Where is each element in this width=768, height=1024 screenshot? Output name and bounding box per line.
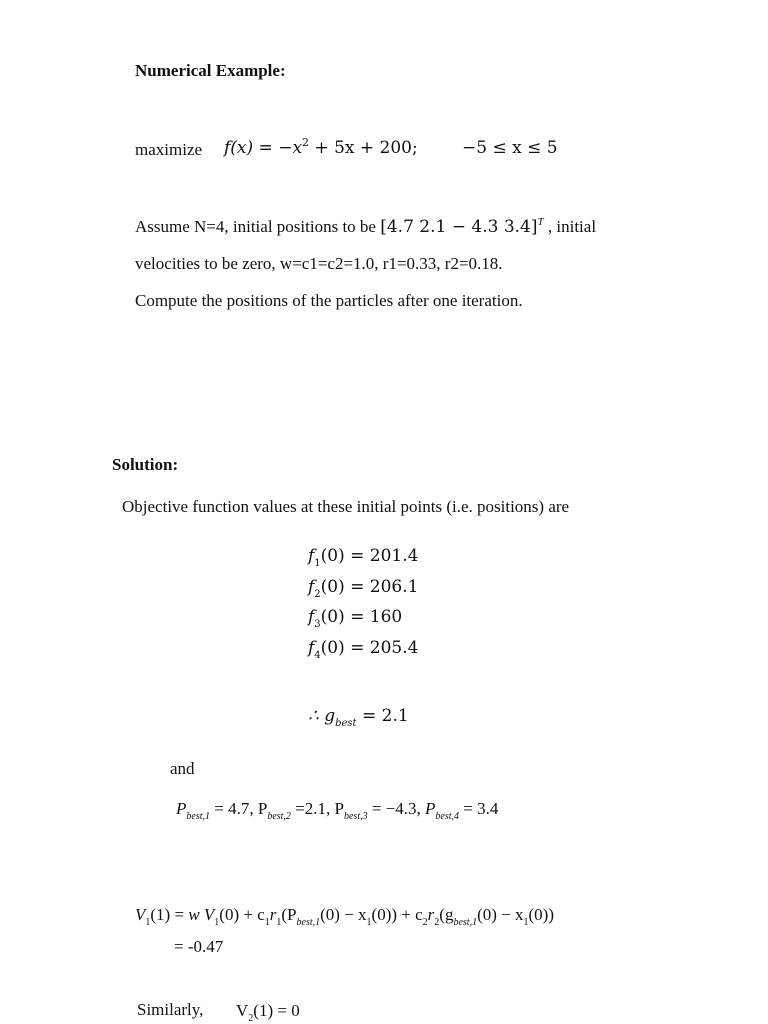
eq-text: (g	[439, 905, 454, 924]
v-subscript: 1	[214, 917, 220, 928]
r-subscript: 1	[276, 917, 282, 928]
r-symbol: r	[269, 905, 277, 924]
eq-text: (0)) + c	[371, 905, 423, 924]
f-subscript: 3	[314, 619, 321, 630]
pbest-symbol: P	[425, 799, 436, 818]
f-symbol: f	[308, 546, 315, 566]
assume-text-end: , initial	[543, 217, 597, 236]
gbest-value: = 2.1	[356, 706, 409, 726]
pbest-value: = 4.7,	[210, 799, 258, 818]
initial-position-vector: [4.7 2.1 − 4.3 3.4]	[380, 217, 538, 237]
f-subscript: 4	[314, 650, 321, 661]
p-subscript: best,1	[296, 917, 321, 928]
page-heading: Numerical Example:	[135, 61, 286, 80]
pbest-symbol: P	[257, 799, 268, 818]
gbest-symbol: ∴ g	[308, 706, 336, 726]
objective-function	[224, 138, 418, 158]
r-subscript: 2	[434, 917, 440, 928]
v2-value: (1) = 0	[253, 1001, 300, 1020]
velocity-result: = -0.47	[174, 937, 224, 956]
x-subscript: 1	[523, 917, 529, 928]
similarly-label: Similarly,	[137, 1000, 204, 1019]
eq-text: (0) − x	[477, 905, 524, 924]
f-expression: (0) = 160	[320, 607, 403, 627]
f-value-1	[308, 546, 419, 569]
pbest-subscript: best,2	[267, 811, 291, 822]
objective-function-rest: + 5x + 200;	[309, 138, 418, 158]
f-subscript: 2	[314, 589, 321, 600]
objective-function-text: f(x) = −x	[224, 138, 303, 158]
g-subscript: best,1	[453, 917, 478, 928]
solution-heading: Solution:	[112, 455, 179, 474]
transpose-marker: T	[537, 216, 544, 228]
assume-text: Assume N=4, initial positions to be	[135, 217, 381, 236]
c-subscript: 1	[264, 917, 270, 928]
pbest-symbol: P	[176, 799, 187, 818]
solution-intro: Objective function values at these initial points (i.e. positions) are	[122, 497, 570, 516]
pbest-subscript: best,1	[186, 811, 210, 822]
pbest-value: = 3.4	[459, 799, 499, 818]
f-value-2	[308, 577, 419, 600]
v-subscript: 1	[145, 917, 151, 928]
f-value-3	[308, 607, 403, 630]
f-symbol: f	[308, 638, 315, 658]
f-expression: (0) = 205.4	[320, 638, 419, 658]
pbest-symbol: P	[334, 799, 344, 818]
f-subscript: 1	[314, 558, 321, 569]
r-symbol: r	[427, 905, 435, 924]
variable-bounds: −5 ≤ x ≤ 5	[462, 138, 558, 158]
v-symbol: V	[203, 905, 215, 924]
f-value-4	[308, 638, 419, 661]
pbest-value: = −4.3,	[367, 799, 426, 818]
assume-line-2: velocities to be zero, w=c1=c2=1.0, r1=0.33, r2=0.18.	[135, 254, 503, 273]
f-symbol: f	[308, 577, 315, 597]
pbest-subscript: best,3	[343, 811, 368, 822]
x-subscript: 1	[366, 917, 372, 928]
gbest-subscript: best	[335, 718, 357, 729]
f-symbol: f	[308, 607, 315, 627]
v-subscript: 2	[248, 1013, 254, 1024]
assume-line-1	[135, 217, 596, 237]
f-expression: (0) = 206.1	[320, 577, 419, 597]
v-symbol: V	[135, 905, 146, 924]
maximize-label: maximize	[135, 140, 203, 159]
eq-text: (0) + c	[219, 905, 265, 924]
v-symbol: V	[236, 1001, 249, 1020]
eq-text: (0))	[528, 905, 554, 924]
pbest-equation	[176, 799, 499, 822]
eq-text: (1) =	[150, 905, 189, 924]
f-expression: (0) = 201.4	[320, 546, 419, 566]
and-label: and	[170, 759, 195, 778]
v2-equation	[236, 1001, 300, 1024]
w-symbol: w	[188, 905, 200, 924]
gbest-equation	[308, 706, 409, 729]
assume-line-3: Compute the positions of the particles after one iteration.	[135, 291, 523, 310]
objective-exponent: 2	[302, 136, 310, 149]
velocity-update-equation	[135, 905, 554, 928]
eq-text: (0) − x	[320, 905, 367, 924]
c-subscript: 2	[422, 917, 428, 928]
eq-text: (P	[281, 905, 297, 924]
pbest-value: =2.1,	[290, 799, 335, 818]
pbest-subscript: best,4	[435, 811, 460, 822]
